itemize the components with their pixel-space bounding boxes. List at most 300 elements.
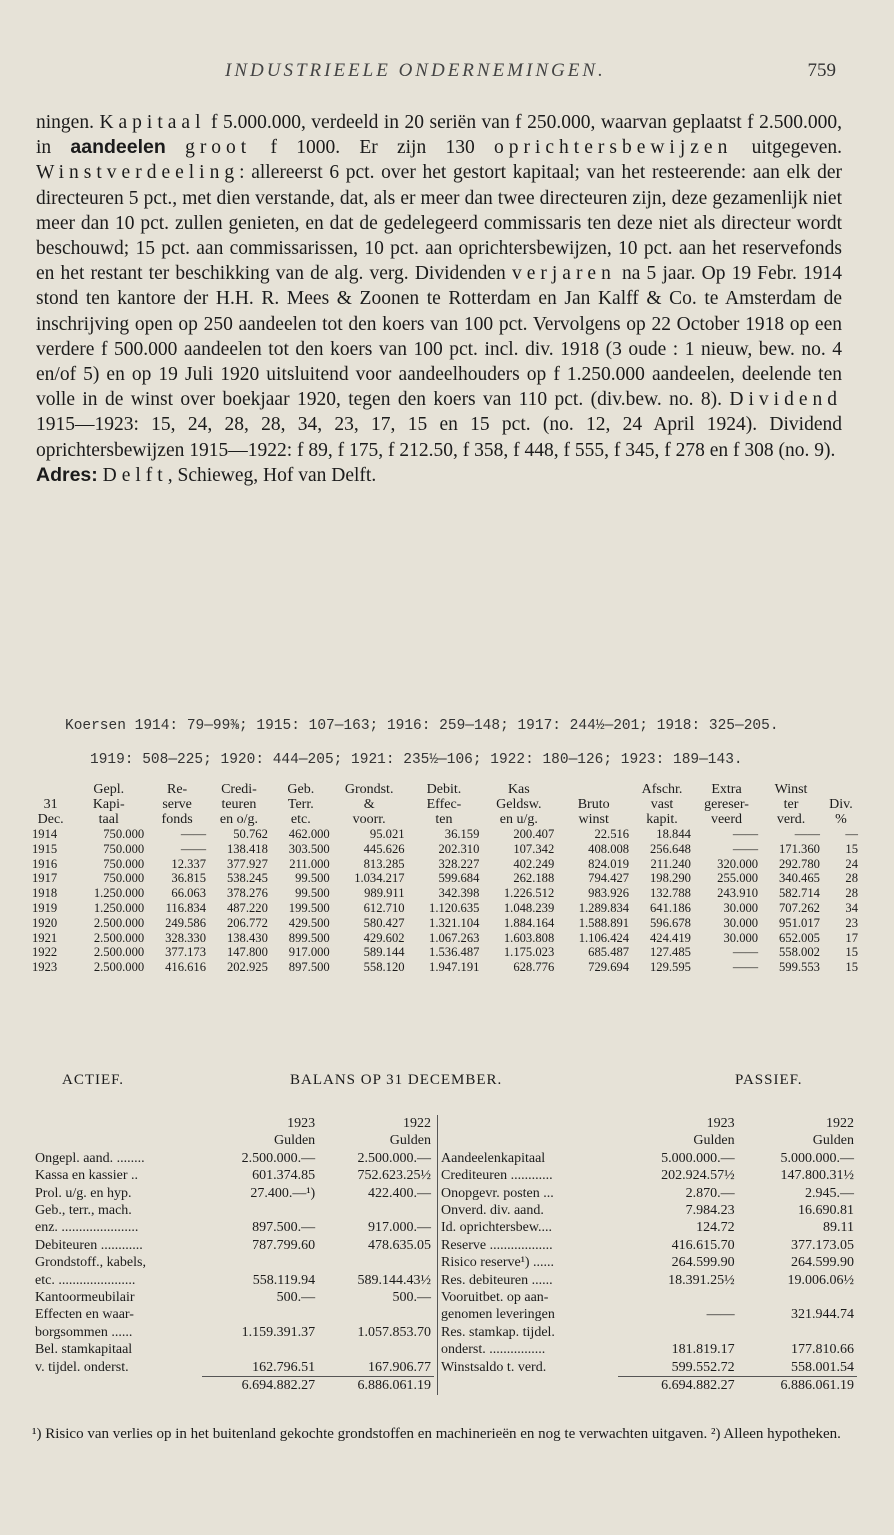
table-cell: 1.250.000 bbox=[93, 886, 145, 901]
table-cell: 1915 bbox=[32, 841, 58, 856]
balance-amount: —— bbox=[706, 1307, 735, 1323]
table-cell: 23 bbox=[845, 915, 858, 930]
balance-amount: 478.635.05 bbox=[368, 1237, 431, 1253]
table-cell: 66.063 bbox=[171, 886, 207, 901]
assets-body bbox=[32, 1150, 434, 1395]
description-paragraph bbox=[36, 110, 842, 463]
column-header: Gepl. Kapi- taal bbox=[92, 782, 125, 827]
balance-row bbox=[32, 1185, 434, 1202]
balance-amount: 18.391.25½ bbox=[668, 1272, 735, 1288]
table-cell: 2.500.000 bbox=[93, 930, 145, 945]
table-cell: 36.815 bbox=[171, 871, 207, 886]
currency-row bbox=[32, 1132, 434, 1149]
table-cell: 328.330 bbox=[165, 930, 207, 945]
table-cell: 256.648 bbox=[650, 841, 691, 856]
table-cell: 917.000 bbox=[288, 945, 330, 960]
year-header: 1923 bbox=[706, 1116, 735, 1131]
text-run: f 5.000.000, verdeeld in 20 seriën van f 250.000, waarvan geplaatst f 2.500.000, in bbox=[36, 112, 843, 159]
table-cell: 729.694 bbox=[588, 960, 630, 975]
balance-item: Debiteuren ............ bbox=[35, 1237, 143, 1253]
address-city: Delft bbox=[102, 464, 168, 486]
table-cell: 424.419 bbox=[650, 930, 691, 945]
table-cell: 129.595 bbox=[650, 960, 691, 975]
table-cell: 1.226.512 bbox=[503, 886, 555, 901]
balance-row bbox=[438, 1254, 858, 1271]
table-cell: 1.947.191 bbox=[429, 960, 480, 975]
balance-amount: 787.799.60 bbox=[252, 1237, 316, 1253]
balance-item: Winstsaldo t. verd. bbox=[441, 1359, 547, 1375]
kapitaal-term: Kapitaal bbox=[99, 112, 206, 133]
balance-amount: 2.870.— bbox=[685, 1185, 735, 1201]
table-cell: 377.173 bbox=[165, 945, 207, 960]
currency-header: Gulden bbox=[693, 1133, 735, 1149]
balance-item: Res. debiteuren ...... bbox=[441, 1272, 553, 1288]
table-cell: 558.120 bbox=[363, 960, 405, 975]
table-cell: 589.144 bbox=[363, 945, 405, 960]
table-cell: 202.925 bbox=[226, 960, 268, 975]
column-header: Geb. Terr. etc. bbox=[287, 782, 315, 827]
table-cell: 262.188 bbox=[513, 871, 555, 886]
balance-row bbox=[438, 1272, 858, 1289]
balance-total: 6.886.061.19 bbox=[318, 1377, 434, 1395]
table-cell: 211.240 bbox=[650, 856, 691, 871]
text-run: na 5 jaar. Op 19 Febr. 1914 stond ten kantore der H.H. R. Mees & Zoonen te Rotterdam en Jan Kalff & Co. te Amsterdam de inschrijving open op 250 aandeelen tot den koers van 100 pct. Vervolgens op 22 October 1918 op een verdere f 500.000 aandeelen tot den koers van 100 pct. incl. div. 1918 (3 oude : 1 nieuw, bew. no. 4 en/of 5) en op 19 Juli 1920 uitsluitend voor aandeelhouders op f 1.250.000 aandeelen, deelende ten volle in de winst over boekjaar 1920, tegen den koers van 110 pct. (div.bew. no. 8). bbox=[36, 263, 842, 411]
table-cell: 628.776 bbox=[513, 960, 555, 975]
table-cell: 116.834 bbox=[165, 900, 207, 915]
balance-item: Prol. u/g. en hyp. bbox=[35, 1185, 132, 1201]
table-cell: 2.500.000 bbox=[93, 915, 145, 930]
table-cell: 36.159 bbox=[444, 827, 480, 841]
balance-amount bbox=[202, 1306, 318, 1323]
table-cell: 107.342 bbox=[513, 841, 555, 856]
table-cell: 951.017 bbox=[779, 915, 820, 930]
table-cell: 750.000 bbox=[103, 871, 145, 886]
table-cell: —— bbox=[732, 827, 759, 841]
table-cell: 750.000 bbox=[103, 841, 145, 856]
year-header: 1922 bbox=[403, 1116, 431, 1131]
table-cell: 989.911 bbox=[364, 886, 405, 901]
balance-item: Risico reserve¹) ...... bbox=[441, 1255, 555, 1271]
balance-amount: 917.000.— bbox=[368, 1220, 431, 1236]
year-header: 1922 bbox=[826, 1116, 854, 1131]
assets-table bbox=[32, 1115, 434, 1395]
balance-row bbox=[438, 1324, 858, 1341]
balance-amount bbox=[618, 1289, 737, 1306]
table-cell: 813.285 bbox=[363, 856, 405, 871]
balance-amount: 416.615.70 bbox=[671, 1237, 735, 1253]
table-cell: 1.536.487 bbox=[429, 945, 480, 960]
table-cell: 416.616 bbox=[165, 960, 207, 975]
balance-item: Ongepl. aand. ........ bbox=[35, 1150, 145, 1166]
running-title: INDUSTRIEELE ONDERNEMINGEN. bbox=[225, 60, 606, 81]
balance-amount: 5.000.000.— bbox=[780, 1150, 854, 1166]
balance-amount: 19.006.06½ bbox=[787, 1272, 854, 1288]
table-cell: 95.021 bbox=[369, 827, 405, 841]
table-cell: 750.000 bbox=[103, 856, 145, 871]
table-cell: 582.714 bbox=[779, 886, 820, 901]
balance-row bbox=[32, 1150, 434, 1167]
balance-amount: 202.924.57½ bbox=[661, 1168, 735, 1184]
table-cell: 824.019 bbox=[588, 856, 630, 871]
table-cell: —— bbox=[180, 827, 207, 841]
table-cell: 199.500 bbox=[288, 900, 330, 915]
balance-item: Res. stamkap. tijdel. bbox=[441, 1324, 555, 1340]
page-number: 759 bbox=[807, 60, 836, 81]
table-cell: 487.220 bbox=[226, 900, 268, 915]
balance-item: onderst. ................ bbox=[441, 1342, 546, 1358]
table-cell: 983.926 bbox=[588, 886, 630, 901]
table-cell: 612.710 bbox=[363, 900, 405, 915]
balance-amount: 264.599.90 bbox=[671, 1255, 735, 1271]
balance-row bbox=[438, 1359, 858, 1377]
balance-item: Vooruitbet. op aan- bbox=[441, 1290, 549, 1306]
table-row bbox=[30, 931, 860, 946]
balance-amount bbox=[738, 1324, 857, 1341]
oprichtersbewijzen-term: oprichtersbewijzen bbox=[493, 137, 733, 159]
year-header: 1923 bbox=[287, 1116, 316, 1131]
table-cell: 15 bbox=[845, 960, 858, 975]
balance-row bbox=[438, 1167, 858, 1184]
balance-row bbox=[438, 1202, 858, 1219]
table-cell: 202.310 bbox=[438, 841, 480, 856]
table-cell: 255.000 bbox=[717, 871, 759, 886]
balance-amount: 162.796.51 bbox=[252, 1359, 316, 1375]
address-label: Adres: bbox=[36, 463, 98, 486]
balance-amount: 377.173.05 bbox=[791, 1237, 854, 1253]
text-run bbox=[166, 137, 185, 158]
balance-item: Geb., terr., mach. bbox=[35, 1203, 132, 1219]
balance-item: Aandeelenkapitaal bbox=[441, 1150, 546, 1166]
column-header: Div. % bbox=[829, 797, 853, 827]
balance-row bbox=[32, 1324, 434, 1341]
table-cell: 899.500 bbox=[288, 930, 330, 945]
actief-label: ACTIEF. bbox=[62, 1072, 125, 1088]
passief-label: PASSIEF. bbox=[735, 1072, 803, 1088]
table-cell: 34 bbox=[845, 900, 858, 915]
table-cell: 30.000 bbox=[723, 900, 759, 915]
table-cell: 50.762 bbox=[233, 827, 268, 841]
balance-amount: 558.119.94 bbox=[252, 1272, 316, 1288]
balance-item: etc. ...................... bbox=[35, 1272, 136, 1288]
table-cell: 15 bbox=[845, 945, 858, 960]
table-cell: 377.927 bbox=[226, 856, 268, 871]
table-cell: 30.000 bbox=[723, 915, 759, 930]
koersen-line-1: Koersen 1914: 79—99⅜; 1915: 107—163; 1916: 259—148; 1917: 244½—201; 1918: 325—205. bbox=[65, 718, 779, 734]
address-rest: , Schieweg, Hof van Delft. bbox=[167, 464, 377, 486]
table-cell: 538.245 bbox=[226, 871, 268, 886]
table-row bbox=[30, 901, 860, 916]
balance-amount: 167.906.77 bbox=[368, 1359, 431, 1375]
table-cell: 243.910 bbox=[717, 886, 759, 901]
balance-row bbox=[32, 1272, 434, 1289]
table-cell: 292.780 bbox=[779, 856, 820, 871]
table-cell: 599.684 bbox=[438, 871, 480, 886]
balance-amount: 500.— bbox=[276, 1290, 316, 1306]
balance-total: 6.694.882.27 bbox=[618, 1377, 737, 1395]
balance-amount: 177.810.66 bbox=[791, 1342, 854, 1358]
koersen-line-2: 1919: 508—225; 1920: 444—205; 1921: 235½—106; 1922: 180—126; 1923: 189—143. bbox=[90, 752, 743, 768]
table-cell: 897.500 bbox=[288, 960, 330, 975]
balance-item: Crediteuren ............ bbox=[441, 1168, 553, 1184]
balance-amount: 264.599.90 bbox=[791, 1255, 854, 1271]
balance-item: Reserve .................. bbox=[441, 1237, 553, 1253]
table-cell: 303.500 bbox=[288, 841, 330, 856]
column-header: Extra gereser- veerd bbox=[704, 782, 749, 827]
company-description bbox=[36, 110, 842, 488]
table-cell: 1.321.104 bbox=[429, 915, 480, 930]
table-cell: 794.427 bbox=[588, 871, 630, 886]
verjaren-term: verjaren bbox=[511, 263, 616, 285]
column-header: Bruto winst bbox=[577, 797, 610, 827]
balance-item: genomen leveringen bbox=[441, 1307, 555, 1323]
table-cell: 1.120.635 bbox=[429, 900, 480, 915]
column-header: Afschr. vast kapit. bbox=[641, 782, 683, 827]
column-header: Re- serve fonds bbox=[161, 782, 193, 827]
balance-row bbox=[32, 1341, 434, 1358]
balance-amount: 89.11 bbox=[823, 1220, 854, 1236]
table-row bbox=[30, 886, 860, 901]
table-cell: 200.407 bbox=[513, 827, 555, 841]
table-cell: 408.008 bbox=[588, 841, 630, 856]
table-cell: 206.772 bbox=[226, 915, 268, 930]
table-cell: 378.276 bbox=[226, 886, 268, 901]
balance-item: borgsommen ...... bbox=[35, 1324, 133, 1340]
liabilities-body bbox=[438, 1150, 858, 1395]
balance-total: 6.886.061.19 bbox=[738, 1377, 857, 1395]
table-row bbox=[30, 827, 860, 842]
balance-amount: 16.690.81 bbox=[798, 1203, 854, 1219]
table-cell: 171.360 bbox=[779, 841, 820, 856]
column-header: Credi- teuren en o/g. bbox=[219, 782, 258, 827]
balance-amount: 558.001.54 bbox=[791, 1359, 854, 1375]
balance-amount: 1.057.853.70 bbox=[357, 1324, 431, 1340]
balance-amount bbox=[202, 1202, 318, 1219]
table-row bbox=[30, 871, 860, 886]
table-cell: 340.465 bbox=[779, 871, 820, 886]
table-cell: 402.249 bbox=[513, 856, 555, 871]
balance-amount: 5.000.000.— bbox=[661, 1150, 735, 1166]
table-cell: 22.516 bbox=[594, 827, 630, 841]
balance-item: Onopgevr. posten ... bbox=[441, 1185, 554, 1201]
balance-row bbox=[32, 1237, 434, 1254]
balance-row bbox=[438, 1306, 858, 1323]
balance-amount: 752.623.25½ bbox=[357, 1168, 431, 1184]
balance-row bbox=[32, 1202, 434, 1219]
table-cell: 596.678 bbox=[650, 915, 691, 930]
table-row bbox=[30, 916, 860, 931]
balance-row bbox=[438, 1341, 858, 1358]
table-cell: 198.290 bbox=[650, 871, 691, 886]
balance-amount: 599.552.72 bbox=[671, 1359, 735, 1375]
balance-item: Kassa en kassier .. bbox=[35, 1168, 139, 1184]
table-cell: 1.588.891 bbox=[578, 915, 630, 930]
table-cell: 30.000 bbox=[723, 930, 759, 945]
table-cell: 641.186 bbox=[650, 900, 691, 915]
balance-amount: 181.819.17 bbox=[671, 1342, 735, 1358]
balance-row bbox=[32, 1254, 434, 1271]
balance-item: Kantoormeubilair bbox=[35, 1290, 135, 1306]
table-cell: 750.000 bbox=[103, 827, 145, 841]
table-cell: 707.262 bbox=[779, 900, 820, 915]
table-cell: 1923 bbox=[32, 960, 58, 975]
table-row bbox=[30, 960, 860, 975]
balance-item: Onverd. div. aand. bbox=[441, 1203, 544, 1219]
balance-item bbox=[438, 1377, 619, 1395]
text-run: : allereerst 6 pct. over het gestort kapitaal; van het resteerende: aan elk der directeuren 5 pct., met dien verstande, dat, als er meer dan twee directeuren zijn, deze gezamenlijk niet meer dan 10 pct. zullen genieten, en dat de gedelegeerd commissaris ten deze niet als directeur wordt beschouwd; 15 pct. aan commissarissen, 10 pct. aan oprichtersbewijzen, 10 pct. aan het reservefonds en het restant ter beschikking van de alg. verg. Dividenden bbox=[36, 162, 842, 285]
table-cell: 652.005 bbox=[779, 930, 820, 945]
table-cell: 24 bbox=[845, 856, 858, 871]
balance-row bbox=[438, 1185, 858, 1202]
table-cell: 1.034.217 bbox=[354, 871, 405, 886]
table-cell: 1.106.424 bbox=[578, 930, 630, 945]
table-cell: 1.884.164 bbox=[503, 915, 555, 930]
text-run: ningen. bbox=[36, 112, 100, 133]
balance-item: Grondstoff., kabels, bbox=[35, 1255, 146, 1271]
balance-row bbox=[32, 1359, 434, 1377]
balance-amount: 7.984.23 bbox=[685, 1203, 735, 1219]
balance-amount: 147.800.31½ bbox=[780, 1168, 854, 1184]
table-cell: 1922 bbox=[32, 945, 58, 960]
table-cell: 685.487 bbox=[588, 945, 630, 960]
balance-amount bbox=[318, 1306, 434, 1323]
table-cell: 462.000 bbox=[288, 827, 330, 841]
balance-amount bbox=[318, 1202, 434, 1219]
table-row bbox=[30, 842, 860, 857]
year-row bbox=[438, 1115, 858, 1132]
balance-row bbox=[438, 1219, 858, 1236]
table-cell: 599.553 bbox=[779, 960, 820, 975]
balance-amount: 321.944.74 bbox=[791, 1307, 854, 1323]
table-cell: 1918 bbox=[32, 886, 58, 901]
balance-total-row bbox=[438, 1377, 858, 1395]
table-cell: 17 bbox=[845, 930, 858, 945]
table-cell: 211.000 bbox=[289, 856, 330, 871]
column-header: Winst ter verd. bbox=[774, 782, 808, 827]
table-body bbox=[30, 827, 860, 975]
table-cell: 445.626 bbox=[363, 841, 405, 856]
table-cell: 2.500.000 bbox=[93, 945, 145, 960]
table-cell: 1921 bbox=[32, 930, 58, 945]
table-cell: 429.500 bbox=[288, 915, 330, 930]
table-cell: 138.430 bbox=[226, 930, 268, 945]
balance-amount bbox=[618, 1324, 737, 1341]
table-cell: 28 bbox=[845, 886, 858, 901]
balance-amount: 124.72 bbox=[696, 1220, 735, 1236]
table-cell: 1916 bbox=[32, 856, 58, 871]
balance-row bbox=[32, 1219, 434, 1236]
liabilities-table bbox=[437, 1115, 857, 1395]
table-cell: —— bbox=[732, 945, 759, 960]
table-row bbox=[30, 945, 860, 960]
table-cell: 328.227 bbox=[438, 856, 480, 871]
table-cell: 147.800 bbox=[226, 945, 268, 960]
balance-row bbox=[32, 1289, 434, 1306]
table-cell: 1917 bbox=[32, 871, 58, 886]
balance-item: enz. ...................... bbox=[35, 1220, 139, 1236]
year-row bbox=[32, 1115, 434, 1132]
table-cell: 1914 bbox=[32, 827, 58, 841]
balance-heading bbox=[0, 1072, 894, 1094]
balance-amount bbox=[202, 1341, 318, 1358]
table-cell: 1.175.023 bbox=[503, 945, 555, 960]
dividend-term: Dividend bbox=[729, 389, 842, 411]
running-head bbox=[0, 60, 894, 88]
column-header: Grondst. & voorr. bbox=[344, 782, 394, 827]
balance-amount: 601.374.85 bbox=[252, 1168, 316, 1184]
balance-amount: 589.144.43½ bbox=[357, 1272, 431, 1288]
balance-amount: 897.500.— bbox=[252, 1220, 316, 1236]
balance-amount: 27.400.—¹) bbox=[250, 1185, 316, 1201]
balance-item: v. tijdel. onderst. bbox=[35, 1359, 129, 1375]
table-cell: 28 bbox=[845, 871, 858, 886]
balance-row bbox=[32, 1306, 434, 1323]
balance-amount bbox=[738, 1289, 857, 1306]
financial-history-table bbox=[30, 782, 860, 975]
text-run: 1915—1923: 15, 24, 28, 28, 34, 23, 17, 15 en 15 pct. (no. 12, 24 April 1924). Dividend oprichtersbewijzen 1915—1922: f 89, f 175, f 212.50, f 358, f 448, f 555, f 345, f 278 en f 308 (no. 9). bbox=[36, 414, 842, 461]
aandeelen-term: aandeelen bbox=[70, 136, 166, 159]
balance-amount: 2.500.000.— bbox=[357, 1150, 431, 1166]
winstverdeeling-term: Winstverdeeling bbox=[36, 162, 240, 184]
column-header: Debit. Effec- ten bbox=[426, 782, 462, 827]
currency-header: Gulden bbox=[389, 1133, 431, 1149]
balance-amount bbox=[318, 1341, 434, 1358]
balance-item: Id. oprichtersbew.... bbox=[441, 1220, 553, 1236]
balance-item bbox=[32, 1377, 202, 1395]
table-cell: 429.602 bbox=[363, 930, 405, 945]
balance-total: 6.694.882.27 bbox=[202, 1377, 318, 1395]
text-run: uitgegeven. bbox=[732, 137, 842, 159]
table-cell: 1.603.808 bbox=[503, 930, 555, 945]
table-cell: 342.398 bbox=[438, 886, 480, 901]
table-cell: — bbox=[845, 827, 858, 841]
table-cell: 99.500 bbox=[295, 886, 330, 901]
balance-item: Bel. stamkapitaal bbox=[35, 1342, 133, 1358]
balance-row bbox=[438, 1150, 858, 1167]
table-cell: 320.000 bbox=[717, 856, 759, 871]
table-cell: 1.067.263 bbox=[429, 930, 480, 945]
table-cell: 1.048.239 bbox=[503, 900, 555, 915]
balance-amount bbox=[202, 1254, 318, 1271]
table-cell: 580.427 bbox=[363, 915, 405, 930]
footnote: ¹) Risico van verlies op in het buitenland gekochte grondstoffen en machinerieën en nog te verwachten uitgaven. ²) Alleen hypotheken. bbox=[32, 1426, 841, 1442]
table-cell: 1.289.834 bbox=[578, 900, 630, 915]
balance-row bbox=[438, 1237, 858, 1254]
table-cell: 138.418 bbox=[226, 841, 268, 856]
balance-title: BALANS OP 31 DECEMBER. bbox=[290, 1072, 503, 1088]
column-header: 31 Dec. bbox=[37, 797, 64, 827]
balance-row bbox=[32, 1167, 434, 1184]
table-cell: —— bbox=[180, 841, 207, 856]
table-cell: 1919 bbox=[32, 900, 58, 915]
column-header: Kas Geldsw. en u/g. bbox=[496, 782, 542, 827]
balance-item: Effecten en waar- bbox=[35, 1307, 134, 1323]
currency-header: Gulden bbox=[812, 1133, 854, 1149]
table-cell: 1920 bbox=[32, 915, 58, 930]
table-cell: 15 bbox=[845, 841, 858, 856]
table-cell: 12.337 bbox=[171, 856, 207, 871]
balance-amount bbox=[318, 1254, 434, 1271]
table-cell: 2.500.000 bbox=[93, 960, 145, 975]
balance-row bbox=[438, 1289, 858, 1306]
table-cell: 127.485 bbox=[650, 945, 691, 960]
table-cell: —— bbox=[732, 960, 759, 975]
balance-amount: 500.— bbox=[392, 1290, 431, 1306]
table-header-row bbox=[30, 782, 860, 827]
text-run: f 1000. Er zijn 130 bbox=[251, 137, 494, 159]
groot-term: groot bbox=[185, 137, 252, 159]
table-cell: —— bbox=[732, 841, 759, 856]
balance-amount: 2.945.— bbox=[805, 1185, 854, 1201]
